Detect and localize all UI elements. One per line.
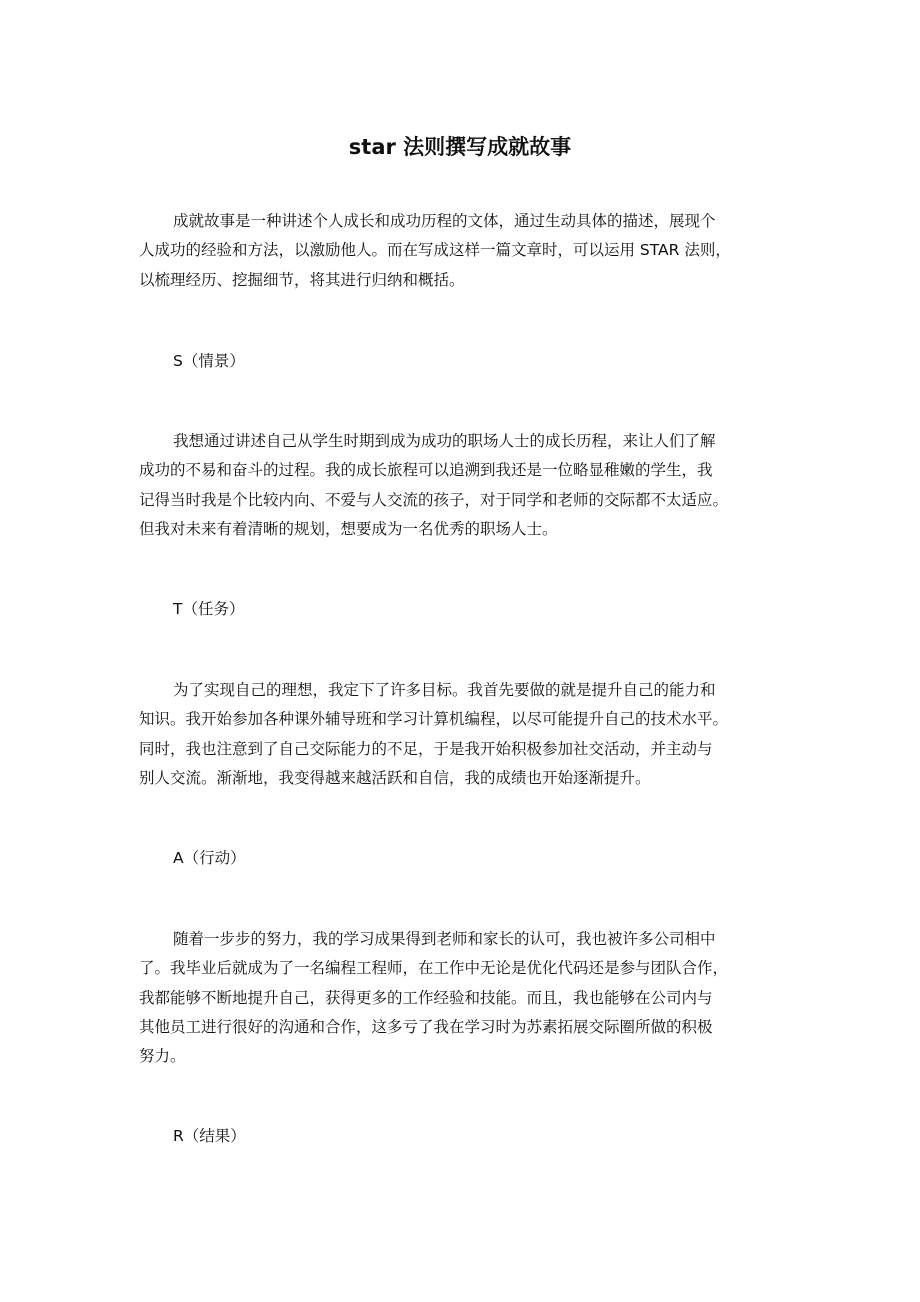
intro-paragraph xyxy=(139,207,799,295)
section-heading-a: A（行动） xyxy=(173,849,246,867)
paragraph-line: 了。我毕业后就成为了一名编程工程师，在工作中无论是优化代码还是参与团队合作， xyxy=(139,959,729,978)
paragraph-line: 我都能够不断地提升自己，获得更多的工作经验和技能。而且，我也能够在公司内与 xyxy=(139,988,713,1007)
paragraph-line: 以梳理经历、挖掘细节，将其进行归纳和概括。 xyxy=(139,270,465,289)
paragraph-line: 为了实现自己的理想，我定下了许多目标。我首先要做的就是提升自己的能力和 xyxy=(173,681,716,699)
document-title: star 法则撰写成就故事 xyxy=(348,135,572,159)
paragraph-line: 但我对未来有着清晰的规划，想要成为一名优秀的职场人士。 xyxy=(139,519,558,538)
section-s-paragraph xyxy=(139,427,799,544)
paragraph-line: 其他员工进行很好的沟通和合作，这多亏了我在学习时为苏素拓展交际圈所做的积极 xyxy=(139,1017,713,1036)
paragraph-line: 随着一步步的努力，我的学习成果得到老师和家长的认可，我也被许多公司相中 xyxy=(173,930,716,948)
paragraph-line: 记得当时我是个比较内向、不爱与人交流的孩子，对于同学和老师的交际都不太适应。 xyxy=(139,490,729,509)
paragraph-line: 成功的不易和奋斗的过程。我的成长旅程可以追溯到我还是一位略显稚嫩的学生，我 xyxy=(139,461,713,480)
section-heading-r: R（结果） xyxy=(173,1127,246,1145)
paragraph-line: 成就故事是一种讲述个人成长和成功历程的文体，通过生动具体的描述，展现个 xyxy=(173,212,716,230)
paragraph-line: 我想通过讲述自己从学生时期到成为成功的职场人士的成长历程，来让人们了解 xyxy=(173,432,716,450)
paragraph-line: 知识。我开始参加各种课外辅导班和学习计算机编程，以尽可能提升自己的技术水平。 xyxy=(139,710,729,729)
paragraph-line: 努力。 xyxy=(139,1047,186,1066)
section-heading-t: T（任务） xyxy=(173,600,245,618)
section-heading-s: S（情景） xyxy=(173,352,245,370)
paragraph-line: 同时，我也注意到了自己交际能力的不足，于是我开始积极参加社交活动，并主动与 xyxy=(139,739,713,758)
paragraph-line: 别人交流。渐渐地，我变得越来越活跃和自信，我的成绩也开始逐渐提升。 xyxy=(139,768,651,787)
section-t-paragraph xyxy=(139,676,799,793)
paragraph-line: 人成功的经验和方法，以激励他人。而在写成这样一篇文章时，可以运用 STAR 法则， xyxy=(139,241,731,260)
section-a-paragraph xyxy=(139,925,799,1071)
